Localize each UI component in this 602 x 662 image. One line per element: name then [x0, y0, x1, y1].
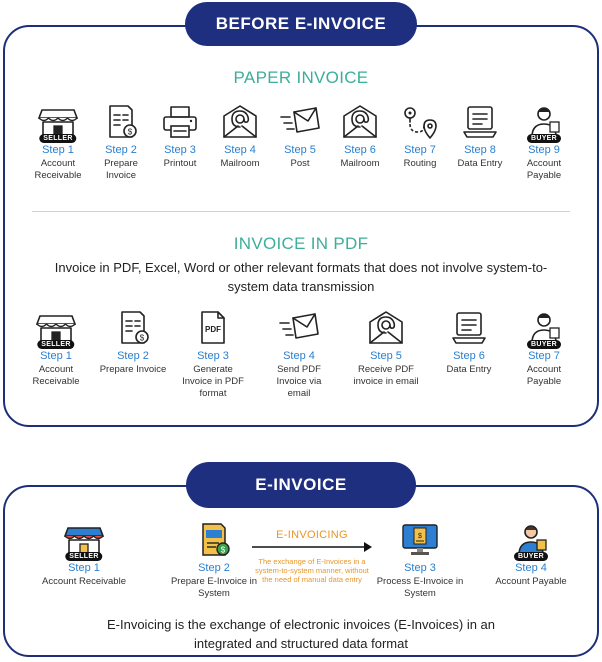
- pdf-step-4: [264, 310, 334, 400]
- data-entry-icon: [447, 310, 491, 346]
- step-text: Receive PDF invoice in email: [353, 364, 419, 387]
- fast-mail-icon: [278, 104, 322, 140]
- paper-step-4: [211, 104, 269, 170]
- seller-badge: SELLER: [39, 134, 76, 143]
- paper-step-9: [515, 104, 573, 182]
- einvoicing-note: The exchange of E-Invoices in a system-to-system manner, without the need of manual data entry: [255, 557, 369, 584]
- svg-text:PDF: PDF: [205, 325, 221, 334]
- step-text: Generate Invoice in PDF format: [182, 364, 244, 399]
- step-text: Prepare E-Invoice in System: [170, 576, 258, 599]
- paper-step-5: [271, 104, 329, 170]
- pdf-file-icon: [191, 310, 235, 346]
- email-icon: [338, 104, 382, 140]
- paper-step-8: [451, 104, 509, 170]
- paper-step-6: [331, 104, 389, 170]
- printer-icon: [158, 104, 202, 140]
- paper-step-7: [391, 104, 449, 170]
- fast-mail-icon: [277, 310, 321, 346]
- data-entry-icon: [458, 104, 502, 140]
- invoice-color-icon: [192, 522, 236, 558]
- seller-badge: SELLER: [37, 340, 74, 349]
- step-label: Step 2: [198, 562, 230, 574]
- step-label: Step 2: [105, 144, 137, 156]
- buyer-color-icon: [509, 522, 553, 558]
- email-icon: [218, 104, 262, 140]
- step-text: Printout: [163, 158, 197, 169]
- step-text: Mailroom: [340, 158, 380, 169]
- invoice-icon: [99, 104, 143, 140]
- before-einvoice-header: BEFORE E-INVOICE: [185, 2, 417, 46]
- step-text: Prepare Invoice: [104, 158, 138, 181]
- step-label: Step 4: [515, 562, 547, 574]
- einvoice-step-1: [34, 522, 134, 588]
- pdf-step-3: [178, 310, 248, 400]
- step-label: Step 7: [528, 350, 560, 362]
- pdf-invoice-description: Invoice in PDF, Excel, Word or other relevant formats that does not involve system-to-system data transmission: [54, 260, 548, 294]
- step-label: Step 9: [528, 144, 560, 156]
- einvoice-step-3: [370, 522, 470, 600]
- seller-badge: SELLER: [65, 552, 102, 561]
- step-text: Account Receivable: [34, 158, 82, 181]
- email-icon: [364, 310, 408, 346]
- step-label: Step 4: [224, 144, 256, 156]
- pdf-invoice-title: INVOICE IN PDF: [233, 234, 369, 253]
- svg-text:$: $: [139, 333, 145, 343]
- svg-text:$: $: [220, 545, 226, 555]
- step-text: Account Payable: [526, 158, 562, 181]
- einvoice-step-4: [481, 522, 581, 588]
- store-seller-color-icon: [62, 522, 106, 558]
- buyer-icon: [522, 310, 566, 346]
- pdf-step-1: [21, 310, 91, 388]
- paper-step-1: [29, 104, 87, 182]
- step-text: Mailroom: [220, 158, 260, 169]
- step-text: Account Receivable: [42, 576, 126, 587]
- pdf-step-6: [434, 310, 504, 376]
- step-label: Step 3: [404, 562, 436, 574]
- step-label: Step 5: [370, 350, 402, 362]
- paper-step-2: [92, 104, 150, 182]
- einvoicing-label: E-INVOICING: [276, 529, 348, 541]
- svg-text:$: $: [418, 533, 422, 540]
- step-text: Account Receivable: [32, 364, 80, 387]
- einvoice-step-2: [164, 522, 264, 600]
- buyer-badge: BUYER: [527, 134, 561, 143]
- pdf-step-7: [509, 310, 579, 388]
- step-label: Step 1: [42, 144, 74, 156]
- step-label: Step 1: [68, 562, 100, 574]
- buyer-icon: [522, 104, 566, 140]
- einvoicing-arrow-icon: [250, 540, 374, 554]
- invoice-icon: [111, 310, 155, 346]
- routing-icon: [398, 104, 442, 140]
- step-text: Send PDF Invoice via email: [276, 364, 322, 399]
- step-label: Step 3: [164, 144, 196, 156]
- step-label: Step 6: [344, 144, 376, 156]
- step-label: Step 8: [464, 144, 496, 156]
- step-label: Step 6: [453, 350, 485, 362]
- step-label: Step 2: [117, 350, 149, 362]
- step-text: Post: [290, 158, 310, 169]
- step-label: Step 3: [197, 350, 229, 362]
- pdf-step-2: [98, 310, 168, 376]
- paper-invoice-title: PAPER INVOICE: [233, 68, 369, 87]
- section-divider: [32, 211, 570, 212]
- step-label: Step 1: [40, 350, 72, 362]
- store-seller-icon: [36, 104, 80, 140]
- store-seller-icon: [34, 310, 78, 346]
- step-label: Step 7: [404, 144, 436, 156]
- step-text: Account Payable: [495, 576, 567, 587]
- step-text: Account Payable: [526, 364, 562, 387]
- step-text: Data Entry: [457, 158, 503, 169]
- step-label: Step 5: [284, 144, 316, 156]
- einvoice-description: E-Invoicing is the exchange of electronic invoices (E-Invoices) in an integrated and structured data format: [106, 617, 496, 651]
- step-text: Process E-Invoice in System: [376, 576, 464, 599]
- buyer-badge: BUYER: [527, 340, 561, 349]
- step-text: Routing: [403, 158, 437, 169]
- einvoice-header: E-INVOICE: [186, 462, 416, 508]
- step-text: Data Entry: [446, 364, 492, 375]
- step-text: Prepare Invoice: [99, 364, 167, 375]
- pdf-step-5: [351, 310, 421, 388]
- paper-step-3: [151, 104, 209, 170]
- buyer-badge: BUYER: [514, 552, 548, 561]
- monitor-invoice-icon: [398, 522, 442, 558]
- svg-text:$: $: [127, 127, 133, 137]
- step-label: Step 4: [283, 350, 315, 362]
